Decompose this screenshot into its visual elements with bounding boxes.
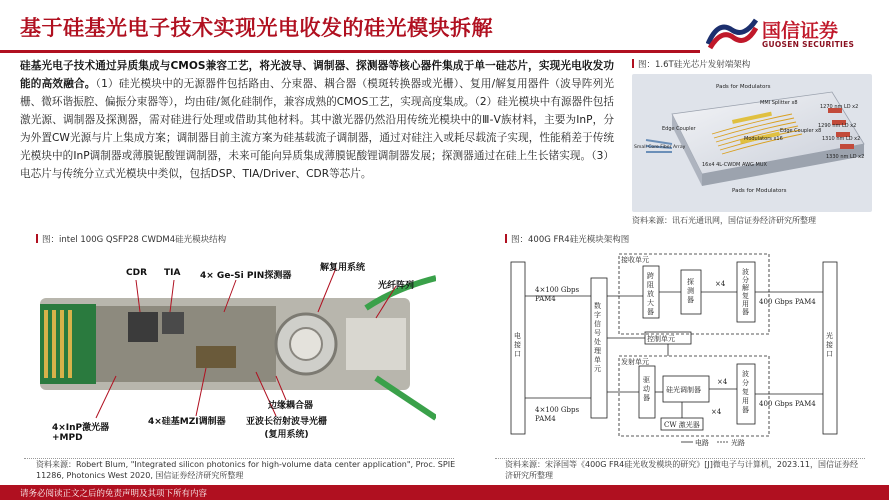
fig1-label-mmi: MMI Splitter x8 bbox=[760, 100, 798, 106]
fig3-cw: CW 激光器 bbox=[664, 421, 700, 429]
fig2-label-pin: 4× Ge-Si PIN探测器 bbox=[200, 271, 292, 281]
logo-mark-icon bbox=[706, 16, 758, 50]
intro-lead: 硅基光电子技术通过异质集成与CMOS兼容工艺，将光波导、调制器、探测器等核心器件集成于单一硅芯片，实现光电收发功能的高效融合。 bbox=[20, 60, 614, 90]
logo-text-en: GUOSEN SECURITIES bbox=[762, 40, 855, 49]
fig1-label-awg: 16x4 4L-CWDM AWG MUX bbox=[702, 162, 767, 168]
fig1-label-fiber-array: Small Core Fiber Array bbox=[634, 145, 686, 150]
figure1-caption: 图：1.6T硅光芯片发射端架构 bbox=[632, 58, 750, 70]
figure3-caption: 图：400G FR4硅光模块架构图 bbox=[505, 233, 629, 245]
logo-text-cn: 国信证券 bbox=[762, 20, 839, 42]
fig3-dsp: 数字信号处理单元 bbox=[594, 302, 601, 373]
figure1-chip-diagram bbox=[632, 74, 872, 212]
fig3-demux: 波分解复用器 bbox=[742, 268, 749, 316]
intro-body: （1）硅光模块中的无源器件包括路由、分束器、耦合器（模斑转换器或光栅）、复用/解复用器件（波导阵列光栅、微环谐振腔、偏振分束器等），均由硅/氮化硅制作，兼容成熟的CMOS工艺，实现高度集成。（2）硅光模块中有源器件包括激光源、调制器及探测器，需对硅进行处理或借助其他材料。其中激光器仍然沿用传统光模块中的Ⅲ-Ⅴ族材料，主要为InP，分为外置CW光源与片上集成方案；调制器目前主流方案为硅基载流子调制器，通过对硅注入或耗尽载流子实现，性能稍差于传统光模块中的InP调制器或薄膜铌酸锂调制器，未来可能向异质集成薄膜铌酸锂调制器发展；探测器通过在硅上生长锗实现。（3）电芯片与传统分立式光模块中类似，包括DSP、TIA/Driver、CDR等芯片。 bbox=[20, 78, 614, 180]
fig1-label-ld1270: 1270 nm LD x2 bbox=[820, 104, 859, 110]
fig3-control: 控制单元 bbox=[647, 335, 675, 343]
fig1-label-edge-coupler-x8: Edge Coupler x8 bbox=[780, 128, 822, 134]
figure2-source: 资料来源：Robert Blum, "Integrated silicon photonics for high-volume data center application", Proc. SPIE 11286, Photonics West 2020, 国信证券经济研究所整理 bbox=[36, 460, 456, 480]
fig1-label-pads-top: Pads for Modulators bbox=[716, 84, 771, 90]
figure1-source: 资料来源：讯石光通讯网，国信证券经济研究所整理 bbox=[632, 216, 816, 225]
fig3-tia: 跨阻放大器 bbox=[647, 272, 654, 316]
fig1-label-ld1330: 1330 nm LD x2 bbox=[826, 154, 865, 160]
fig2-label-fiber: 光纤阵列 bbox=[378, 281, 415, 291]
page-title: 基于硅基光电子技术实现光电收发的硅光模块拆解 bbox=[20, 16, 493, 40]
fig2-label-tia: TIA bbox=[164, 268, 181, 278]
fig2-label-grating: 亚波长衍射波导光栅 (复用系统) bbox=[246, 417, 328, 440]
figure3-source: 资料来源：宋泽国等《400G FR4硅光收发模块的研究》[J]微电子与计算机，2023.11，国信证券经济研究所整理 bbox=[505, 460, 858, 480]
fig3-tx-unit: 发射单元 bbox=[621, 358, 649, 366]
figure3-block-diagram bbox=[505, 248, 855, 448]
fig2-label-mzi: 4×硅基MZI调制器 bbox=[148, 417, 226, 427]
fig1-label-ld1310: 1310 nm LD x2 bbox=[822, 136, 861, 142]
fig3-out-bottom: 400 Gbps PAM4 bbox=[759, 400, 816, 408]
fig3-x4-3: ×4 bbox=[711, 408, 722, 416]
fig3-driver: 驱动器 bbox=[643, 376, 650, 402]
fig3-rx-unit: 接收单元 bbox=[621, 256, 649, 264]
fig3-out-top: 400 Gbps PAM4 bbox=[759, 298, 816, 306]
fig1-label-modulators: Modulators x16 bbox=[744, 136, 783, 142]
fig3-x4-2: ×4 bbox=[717, 378, 728, 386]
fig1-label-edge-coupler: Edge Coupler bbox=[662, 126, 696, 132]
fig3-mux: 波分复用器 bbox=[742, 370, 749, 414]
figure2-module-photo bbox=[36, 248, 436, 448]
fig3-x4-1: ×4 bbox=[715, 280, 726, 288]
footer-disclaimer: 请务必阅读正文之后的免责声明及其项下所有内容 bbox=[20, 489, 208, 499]
fig2-label-edge: 边缘耦合器 bbox=[268, 401, 314, 411]
fig1-label-ld1290: 1290 nm LD x2 bbox=[818, 123, 857, 129]
footer-bar bbox=[0, 485, 889, 500]
fig3-legend-elec: 电路 bbox=[695, 439, 709, 447]
fig1-label-pads-bottom: Pads for Modulators bbox=[732, 188, 787, 194]
divider-left bbox=[24, 458, 454, 459]
fig2-label-demux: 解复用系统 bbox=[320, 263, 366, 273]
fig3-pam-top: 4×100 Gbps PAM4 bbox=[535, 286, 580, 303]
fig3-elec-port: 电接口 bbox=[514, 332, 521, 358]
title-rule bbox=[0, 50, 700, 53]
divider-right bbox=[495, 458, 865, 459]
fig3-opt-port: 光接口 bbox=[826, 332, 833, 358]
fig2-label-laser: 4×InP激光器 +MPD bbox=[52, 423, 110, 443]
fig3-pam-bottom: 4×100 Gbps PAM4 bbox=[535, 406, 580, 423]
brand-logo bbox=[706, 14, 876, 54]
intro-paragraph bbox=[20, 57, 614, 183]
fig3-detector: 探测器 bbox=[687, 278, 694, 304]
figure2-caption: 图：intel 100G QSFP28 CWDM4硅光模块结构 bbox=[36, 233, 226, 245]
fig3-modulator: 硅光调制器 bbox=[666, 386, 701, 394]
fig3-legend-opt: 光路 bbox=[731, 439, 745, 447]
fig2-label-cdr: CDR bbox=[126, 268, 148, 278]
